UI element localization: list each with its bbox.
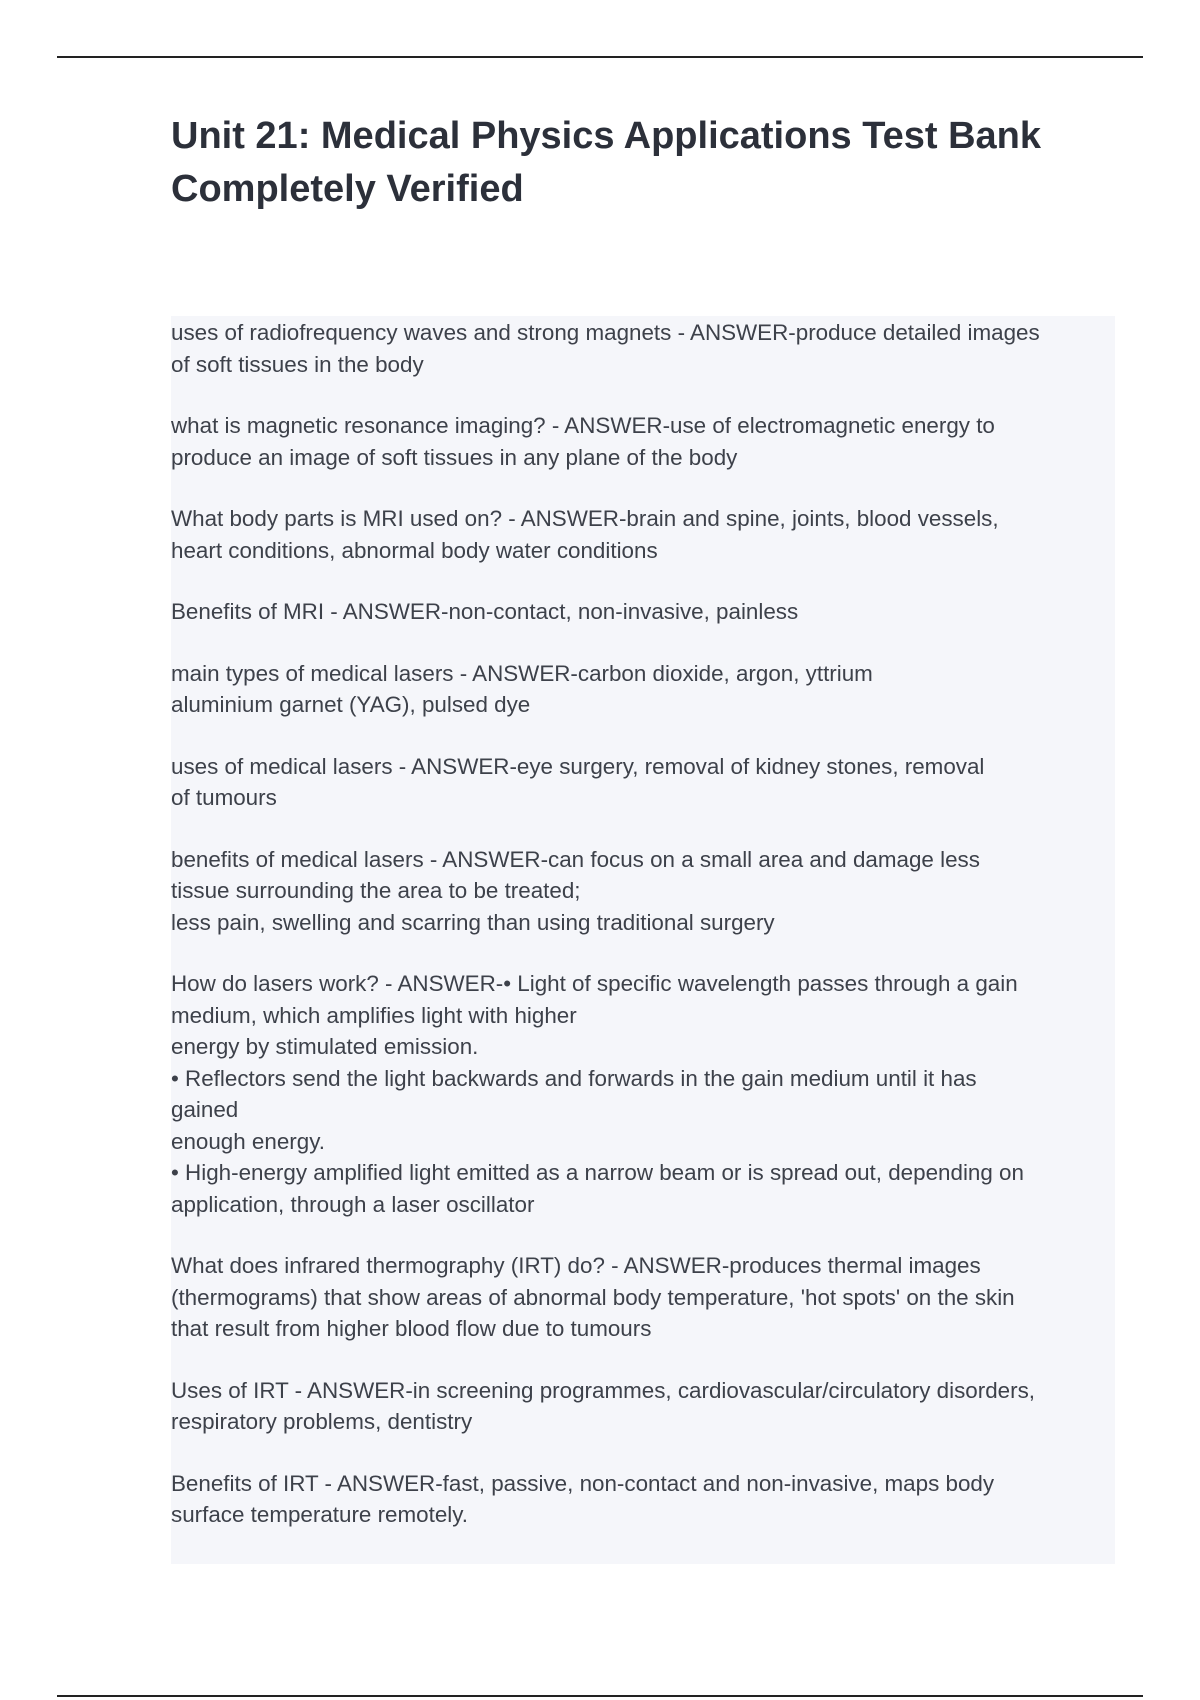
qa-list <box>171 317 1121 1561</box>
qa-line: that result from higher blood flow due to tumours <box>171 1316 652 1341</box>
qa-item <box>171 844 1121 939</box>
top-divider <box>57 56 1143 58</box>
qa-line: aluminium garnet (YAG), pulsed dye <box>171 692 531 717</box>
page-title-line: Completely Verified <box>171 168 524 210</box>
qa-line: less pain, swelling and scarring than using traditional surgery <box>171 909 775 935</box>
qa-line: of soft tissues in the body <box>171 351 424 377</box>
qa-item <box>171 658 1121 721</box>
qa-line: of tumours <box>171 785 277 810</box>
qa-item <box>171 503 1121 566</box>
qa-line: energy by stimulated emission. <box>171 1034 479 1059</box>
qa-line: main types of medical lasers - ANSWER-carbon dioxide, argon, yttrium <box>171 660 873 686</box>
qa-line: How do lasers work? - ANSWER-• Light of specific wavelength passes through a gain <box>171 971 1018 996</box>
qa-line: (thermograms) that show areas of abnormal body temperature, 'hot spots' on the skin <box>171 1284 1015 1310</box>
page-title <box>171 110 1131 216</box>
qa-line: Uses of IRT - ANSWER-in screening programmes, cardiovascular/circulatory disorders, <box>171 1377 1035 1403</box>
qa-line: Benefits of MRI - ANSWER-non-contact, non-invasive, painless <box>171 599 799 624</box>
qa-item <box>171 596 1121 628</box>
qa-line: What body parts is MRI used on? - ANSWER-brain and spine, joints, blood vessels, <box>171 506 999 531</box>
qa-item <box>171 751 1121 814</box>
qa-line: gained <box>171 1097 239 1122</box>
qa-item <box>171 1250 1121 1345</box>
qa-line: • High-energy amplified light emitted as a narrow beam or is spread out, depending on <box>171 1160 1024 1185</box>
qa-line: respiratory problems, dentistry <box>171 1409 473 1434</box>
qa-item <box>171 317 1121 380</box>
qa-line: benefits of medical lasers - ANSWER-can focus on a small area and damage less <box>171 846 980 872</box>
qa-line: enough energy. <box>171 1128 325 1154</box>
qa-line: uses of radiofrequency waves and strong magnets - ANSWER-produce detailed images <box>171 320 1040 345</box>
qa-item <box>171 410 1121 473</box>
page-title-line: Unit 21: Medical Physics Applications Test Bank <box>171 115 1042 157</box>
qa-line: medium, which amplifies light with higher <box>171 1002 577 1028</box>
qa-item <box>171 1468 1121 1531</box>
qa-line: application, through a laser oscillator <box>171 1191 535 1217</box>
qa-line: surface temperature remotely. <box>171 1502 469 1527</box>
qa-line: heart conditions, abnormal body water conditions <box>171 537 658 563</box>
qa-item <box>171 1375 1121 1438</box>
qa-line: • Reflectors send the light backwards and forwards in the gain medium until it has <box>171 1065 977 1091</box>
qa-line: produce an image of soft tissues in any plane of the body <box>171 444 738 470</box>
qa-line: what is magnetic resonance imaging? - ANSWER-use of electromagnetic energy to <box>171 413 995 438</box>
qa-item <box>171 968 1121 1220</box>
qa-line: uses of medical lasers - ANSWER-eye surgery, removal of kidney stones, removal <box>171 753 985 779</box>
qa-line: What does infrared thermography (IRT) do? - ANSWER-produces thermal images <box>171 1253 981 1278</box>
bottom-divider <box>57 1695 1143 1697</box>
qa-line: tissue surrounding the area to be treated; <box>171 878 581 903</box>
qa-line: Benefits of IRT - ANSWER-fast, passive, non-contact and non-invasive, maps body <box>171 1470 995 1496</box>
